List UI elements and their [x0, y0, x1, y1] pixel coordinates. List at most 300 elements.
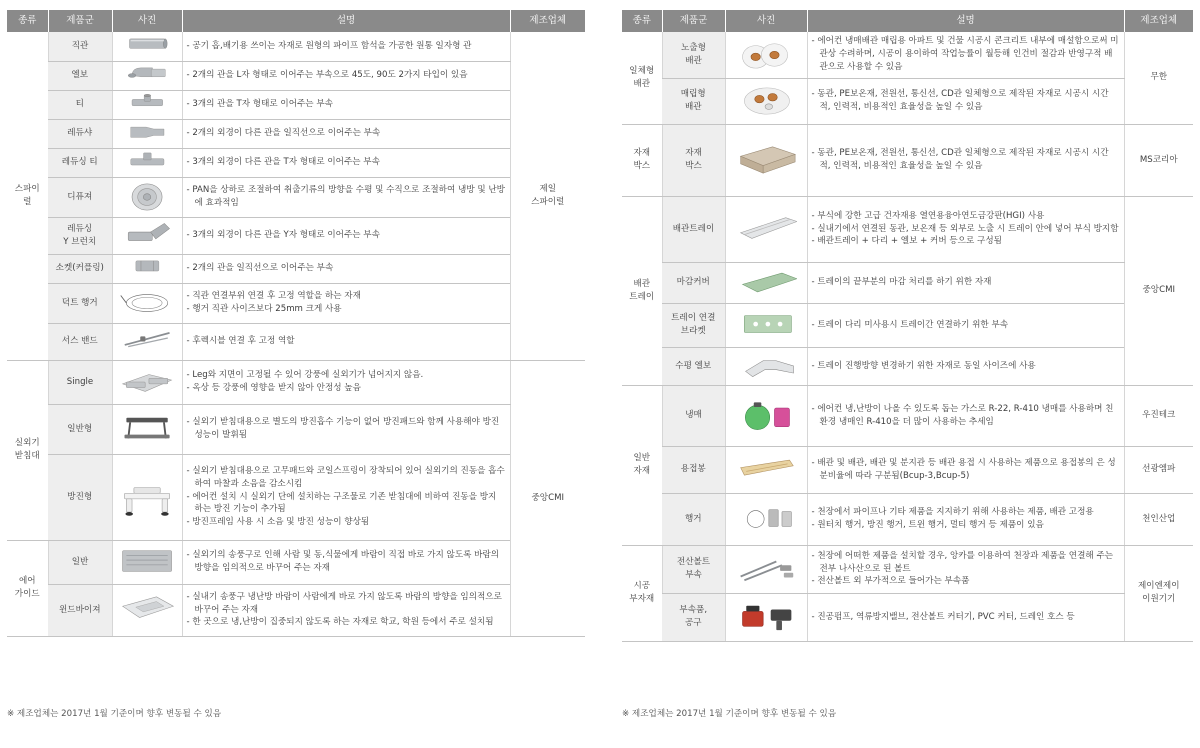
table-row [622, 347, 1193, 385]
header-description: 설명 [807, 10, 1124, 32]
exposed-pipe-photo-svg [735, 35, 797, 75]
anti-vibration-stand-photo-svg [117, 457, 179, 537]
header-description: 설명 [182, 10, 510, 32]
table-header [622, 10, 1193, 32]
product-group-label: 일반 [71, 556, 89, 567]
category-construction-material-label: 시공 부자재 [629, 581, 655, 604]
product-group-cell [48, 177, 112, 217]
category-pipe-tray-label: 배관 트레이 [629, 278, 655, 302]
left-spec-table [7, 10, 585, 637]
single-stand-photo-svg [117, 363, 179, 401]
elbow-photo [112, 61, 182, 90]
product-group-cell [48, 454, 112, 540]
bullet-dash: - [186, 550, 193, 561]
description-text: 에어컨 냉매배관 매립용 아파트 및 건물 시공시 콘크리트 내부에 매설함으로써 미관상 수려하며, 시공이 용이하여 작업능률이 월등해 인건비 절감과 반영구적 배관으로 사용할 수 있음 [817, 36, 1119, 73]
description-cell [182, 148, 510, 177]
description-cell [182, 404, 510, 454]
maker-woojin-tech-label: 우진테크 [1142, 410, 1176, 421]
full-thread-bolt-photo [725, 545, 807, 593]
description-line [812, 519, 1120, 532]
bullet-dash: - [186, 291, 193, 302]
table-row [622, 78, 1193, 124]
pipe-tray-photo-svg [735, 199, 797, 259]
diffuser-photo [112, 177, 182, 217]
maker-cheonin-industry [1124, 493, 1193, 545]
bullet-dash: - [186, 70, 193, 81]
socket-photo-svg [117, 257, 179, 280]
bullet-dash: - [811, 457, 818, 468]
maker-cheonin-industry-label: 천인산업 [1142, 513, 1176, 524]
description-text: 행거 직관 사이즈보다 25mm 크게 사용 [192, 304, 342, 314]
product-group-cell [662, 262, 725, 303]
footnote-right: ※ 제조업체는 2017년 1월 기준이며 향후 변동될 수 있음 [622, 709, 837, 719]
description-cell [182, 454, 510, 540]
bullet-dash: - [811, 611, 818, 622]
maker-sunkang-mpa [1124, 446, 1193, 493]
bullet-dash: - [811, 576, 818, 587]
refrigerant-photo-svg [735, 388, 797, 443]
bullet-dash: - [186, 304, 193, 314]
description-line [187, 335, 506, 348]
description-line [187, 491, 506, 517]
finish-cover-photo-svg [735, 265, 797, 300]
table-row [7, 148, 585, 177]
product-group-label: 배관트레이 [672, 223, 715, 234]
category-material-box-label: 자재 박스 [633, 148, 651, 171]
description-line [187, 127, 506, 140]
sus-band-photo [112, 323, 182, 360]
bullet-dash: - [186, 99, 193, 110]
buried-pipe-photo-svg [735, 81, 797, 121]
reducer-photo-svg [117, 122, 179, 145]
table-row [622, 196, 1193, 262]
description-line [812, 403, 1120, 429]
hanger-photo-svg [735, 496, 797, 542]
description-cell [182, 90, 510, 119]
category-integrated-pipe [622, 32, 662, 124]
table-row [622, 303, 1193, 347]
bullet-dash: - [186, 128, 193, 139]
category-general-material [622, 385, 662, 545]
table-row [622, 493, 1193, 545]
maker-jungang-cmi [510, 360, 585, 636]
product-group-label: 수평 엘보 [675, 360, 712, 371]
product-group-cell [48, 254, 112, 283]
product-group-label: 소켓(커플링) [55, 263, 104, 274]
product-group-cell [662, 385, 725, 446]
product-group-cell [48, 283, 112, 323]
description-line [812, 210, 1120, 223]
description-text: 진공펌프, 역류방지밸브, 전산볼트 커터기, PVC 커터, 드레인 호스 등 [817, 611, 1075, 622]
category-pipe-tray [622, 196, 662, 385]
product-group-label: 서스 밴드 [61, 336, 98, 347]
table-row [622, 385, 1193, 446]
description-line [812, 611, 1120, 624]
y-branch-photo-svg [117, 220, 179, 251]
tools-photo-svg [735, 596, 797, 638]
product-group-cell [48, 404, 112, 454]
bullet-dash: - [811, 319, 818, 330]
reducing-tee-photo-svg [117, 151, 179, 174]
bullet-dash: - [811, 236, 818, 247]
product-group-label: 덕트 행거 [61, 297, 98, 308]
description-line [812, 147, 1120, 173]
right-spec-table [622, 10, 1193, 642]
description-cell [807, 446, 1124, 493]
bullet-dash: - [186, 263, 193, 274]
tray-bracket-photo [725, 303, 807, 347]
header-manufacturer: 제조업체 [510, 10, 585, 32]
description-text: 배관 및 배관, 배관 및 분지관 등 배관 용접 시 사용하는 제품으로 용접봉의 은 성분비율에 따라 구분됨(Bcup-3,Bcup-5) [817, 457, 1116, 481]
description-cell [807, 196, 1124, 262]
description-text: 배관트레이 + 다리 + 엘보 + 커버 등으로 구성됨 [817, 236, 1002, 247]
description-text: Leg와 지면이 고정될 수 있어 강풍에 실외기가 넘어지지 않음. [192, 370, 424, 381]
material-box-photo-svg [735, 127, 797, 193]
description-text: 트레이 진행방향 변경하기 위한 자재로 동일 사이즈에 사용 [817, 360, 1036, 371]
product-group-label: 일반형 [67, 423, 93, 434]
bullet-dash: - [186, 417, 193, 428]
bullet-dash: - [186, 230, 193, 241]
category-outdoor-stand [7, 360, 48, 540]
description-text: 3개의 외경이 다른 관을 T자 형태로 이어주는 부속 [192, 157, 380, 168]
product-group-label: 냉매 [685, 410, 702, 421]
description-text: 실내기에서 연결된 동관, 보온재 등 외부로 노출 시 트레이 안에 넣어 부식 방지함 [817, 223, 1119, 234]
product-group-label: 용접봉 [680, 464, 706, 475]
product-group-label: 윈드바이져 [58, 604, 101, 615]
maker-muhan-label: 무한 [1150, 72, 1168, 83]
table-row [622, 446, 1193, 493]
product-group-cell [662, 303, 725, 347]
bullet-dash: - [186, 157, 193, 168]
header-product-group: 제품군 [48, 10, 112, 32]
description-line [187, 465, 506, 491]
description-text: 공기 흡,배기용 쓰이는 자재로 원형의 파이프 함석을 가공한 원통 일자형 관 [192, 40, 472, 51]
description-cell [807, 593, 1124, 641]
description-line [812, 88, 1120, 114]
bullet-dash: - [186, 185, 193, 196]
description-line [187, 369, 506, 382]
product-group-label: 레듀샤 [67, 128, 93, 139]
bullet-dash: - [186, 336, 193, 347]
table-header [7, 10, 585, 32]
description-text: 3개의 관을 T자 형태로 이어주는 부속 [192, 99, 333, 110]
product-group-cell [48, 61, 112, 90]
description-text: 실외기 받침대용으로 고무패드와 코일스프링이 장착되어 있어 실외기의 진동을 흡수하여 마찰과 소음을 감소시킴 [192, 465, 505, 489]
description-line [812, 319, 1120, 332]
description-cell [807, 303, 1124, 347]
description-line [187, 156, 506, 169]
product-group-cell [662, 32, 725, 78]
description-line [187, 184, 506, 210]
table-row [7, 217, 585, 254]
category-air-guide-label: 에어 가이드 [14, 576, 40, 599]
bullet-dash: - [186, 591, 193, 602]
description-cell [182, 283, 510, 323]
maker-ms-korea-label: MS코리아 [1139, 154, 1178, 165]
description-text: 천장에 어떠한 제품을 설치할 경우, 앙카를 이용하여 천장과 제품을 연결해 주는 전부 나사산으로 된 볼트 [817, 550, 1114, 574]
bullet-dash: - [811, 277, 818, 288]
bullet-dash: - [811, 223, 818, 234]
description-text: 천장에서 파이프나 기타 제품을 지지하기 위해 사용하는 제품, 배관 고정용 [817, 507, 1094, 518]
product-group-cell [662, 347, 725, 385]
diffuser-photo-svg [117, 180, 179, 214]
table-row [622, 32, 1193, 78]
bullet-dash: - [186, 383, 193, 393]
description-text: 원터치 행거, 방진 행거, 트윈 행거, 멀티 행거 등 제품이 있음 [817, 520, 1044, 530]
category-general-material-label: 일반 자재 [633, 453, 651, 476]
table-row [7, 90, 585, 119]
maker-muhan [1124, 32, 1193, 124]
reducing-tee-photo [112, 148, 182, 177]
bullet-dash: - [186, 517, 193, 528]
product-group-cell [48, 584, 112, 636]
table-row [7, 404, 585, 454]
full-thread-bolt-photo-svg [735, 548, 797, 590]
general-stand-photo-svg [117, 407, 179, 451]
description-line [187, 40, 506, 53]
product-group-label: 트레이 연결 브라켓 [671, 313, 716, 336]
bullet-dash: - [811, 210, 818, 221]
product-group-label: 디퓨져 [67, 191, 93, 202]
description-line [812, 550, 1120, 576]
description-cell [182, 177, 510, 217]
description-line [812, 276, 1120, 289]
product-group-cell [48, 119, 112, 148]
description-line [812, 506, 1120, 519]
product-group-cell [48, 32, 112, 61]
product-group-label: 매립형 배관 [680, 89, 706, 112]
bullet-dash: - [811, 148, 818, 159]
header-product-group: 제품군 [662, 10, 725, 32]
description-text: 실내기 송풍구 냉난방 바람이 사람에게 바로 가지 않도록 바람의 방향을 임의적으로 바꾸어 주는 자재 [192, 591, 502, 615]
table-row [622, 262, 1193, 303]
product-group-cell [48, 540, 112, 584]
duct-hanger-photo [112, 283, 182, 323]
description-cell [182, 217, 510, 254]
description-cell [807, 545, 1124, 593]
description-cell [182, 584, 510, 636]
exposed-pipe-photo [725, 32, 807, 78]
straight-pipe-photo-svg [117, 35, 179, 58]
table-row [7, 283, 585, 323]
description-line [187, 382, 506, 395]
general-stand-photo [112, 404, 182, 454]
description-text: 전산볼트 외 부가적으로 들어가는 부속품 [817, 576, 970, 587]
bullet-dash: - [811, 89, 818, 100]
footnote-left: ※ 제조업체는 2017년 1월 기준이며 향후 변동될 수 있음 [7, 709, 222, 719]
description-text: 부식에 강한 고급 건자재용 열연용융아연도금강판(HGI) 사용 [817, 210, 1045, 221]
table-row [622, 545, 1193, 593]
reducer-photo [112, 119, 182, 148]
description-line [812, 35, 1120, 74]
description-text: 2개의 관을 일직선으로 이어주는 부속 [192, 263, 334, 274]
description-cell [807, 385, 1124, 446]
product-group-label: 부속품, 공구 [679, 605, 708, 628]
description-text: 옥상 등 강풍에 영향을 받지 않아 안정성 높음 [192, 383, 361, 393]
material-box-photo [725, 124, 807, 196]
table-row [622, 593, 1193, 641]
category-material-box [622, 124, 662, 196]
description-cell [182, 540, 510, 584]
description-cell [182, 32, 510, 61]
product-group-label: 행거 [684, 513, 702, 524]
maker-jungang-cmi [1124, 196, 1193, 385]
product-group-cell [48, 148, 112, 177]
hanger-photo [725, 493, 807, 545]
elbow-photo-svg [117, 64, 179, 87]
description-cell [182, 323, 510, 360]
category-outdoor-stand-label: 실외기 받침대 [14, 438, 40, 461]
air-guide-photo [112, 540, 182, 584]
table-row [7, 254, 585, 283]
description-cell [807, 262, 1124, 303]
product-group-label: 레듀싱 Y 브런치 [63, 223, 97, 247]
header-type: 종류 [7, 10, 48, 32]
maker-woojin-tech [1124, 385, 1193, 446]
sus-band-photo-svg [117, 326, 179, 357]
description-text: 2개의 외경이 다른 관을 일직선으로 이어주는 부속 [192, 128, 381, 139]
table-row [7, 61, 585, 90]
bullet-dash: - [186, 370, 193, 381]
maker-jungang-cmi-label: 중앙CMI [531, 492, 565, 503]
bullet-dash: - [811, 520, 818, 530]
description-line [187, 98, 506, 111]
description-cell [182, 61, 510, 90]
buried-pipe-photo [725, 78, 807, 124]
description-line [187, 549, 506, 575]
duct-hanger-photo-svg [117, 286, 179, 320]
product-group-cell [662, 493, 725, 545]
welding-rod-photo-svg [735, 449, 797, 490]
description-line [187, 416, 506, 442]
product-group-label: 티 [75, 99, 84, 110]
description-text: 동관, PE보온재, 전원선, 통신선, CD관 일체형으로 제작된 자재로 시공시 시간적, 인력적, 비용적인 효율성을 높일 수 있음 [817, 148, 1109, 171]
air-guide-photo-svg [117, 543, 179, 581]
category-construction-material [622, 545, 662, 641]
category-spiral-label: 스파이럴 [14, 183, 40, 207]
table-row [7, 177, 585, 217]
description-text: 3개의 외경이 다른 관을 Y자 형태로 이어주는 부속 [192, 230, 380, 241]
table-row [7, 454, 585, 540]
description-text: 동관, PE보온재, 전원선, 통신선, CD관 일체형으로 제작된 자재로 시공시 시간적, 인력적, 비용적인 효율성을 높일 수 있음 [817, 89, 1109, 112]
description-line [187, 616, 506, 629]
product-group-label: 노출형 배관 [681, 42, 706, 66]
category-integrated-pipe-label: 일체형 배관 [629, 65, 655, 89]
tee-photo-svg [117, 93, 179, 116]
tee-photo [112, 90, 182, 119]
description-line [812, 575, 1120, 588]
description-text: 방진프레임 사용 시 소음 및 방진 성능이 향상됨 [192, 517, 370, 528]
wind-visor-photo-svg [117, 587, 179, 633]
product-group-label: 레듀싱 티 [61, 157, 98, 168]
description-text: 에어컨 설치 시 실외기 단에 설치하는 구조물로 기존 받침대에 비하여 진동을 방지 하는 방진 기능이 추가됨 [192, 491, 497, 515]
single-stand-photo [112, 360, 182, 404]
description-line [812, 360, 1120, 373]
tray-bracket-photo-svg [735, 306, 797, 344]
header-photo: 사진 [725, 10, 807, 32]
pipe-tray-photo [725, 196, 807, 262]
horizontal-elbow-photo [725, 347, 807, 385]
anti-vibration-stand-photo [112, 454, 182, 540]
category-spiral [7, 32, 48, 360]
product-group-cell [662, 545, 725, 593]
table-row [7, 323, 585, 360]
maker-jnj-iwon [1124, 545, 1193, 641]
finish-cover-photo [725, 262, 807, 303]
refrigerant-photo [725, 385, 807, 446]
product-group-label: 직관 [71, 40, 89, 51]
socket-photo [112, 254, 182, 283]
bullet-dash: - [811, 403, 818, 414]
table-row [7, 584, 585, 636]
description-line [812, 235, 1120, 248]
bullet-dash: - [186, 465, 193, 476]
table-row [7, 119, 585, 148]
description-text: 에어컨 냉,난방이 나올 수 있도록 돕는 가스로 R-22, R-410 냉매를 사용하며 친환경 냉매인 R-410을 더 많이 사용하는 추세임 [817, 403, 1114, 427]
product-group-label: 마감커버 [676, 277, 710, 288]
product-group-label: 자재 박스 [685, 148, 702, 171]
maker-jnj-iwon-label: 제이엔제이 이원기기 [1137, 581, 1180, 604]
description-text: PAN을 상하로 조절하여 취출기류의 방향을 수평 및 수직으로 조절하여 냉방 및 난방에 효과적임 [192, 185, 505, 208]
description-cell [807, 32, 1124, 78]
description-line [187, 229, 506, 242]
maker-sunkang-mpa-label: 선광엠파 [1142, 464, 1176, 475]
y-branch-photo [112, 217, 182, 254]
table-row [622, 124, 1193, 196]
bullet-dash: - [186, 40, 193, 51]
product-group-label: 엘보 [71, 70, 89, 81]
wind-visor-photo [112, 584, 182, 636]
description-text: 직관 연결부위 연결 후 고정 역할을 하는 자재 [192, 291, 361, 302]
product-group-label: Single [66, 376, 94, 387]
description-text: 한 곳으로 냉,난방이 집중되지 않도록 하는 자재로 학교, 학원 등에서 주로 설치됨 [192, 617, 494, 628]
description-cell [807, 493, 1124, 545]
maker-ms-korea [1124, 124, 1193, 196]
description-text: 후렉시블 연결 후 고정 역할 [192, 336, 295, 347]
product-group-label: 방진형 [67, 491, 93, 502]
table-row [7, 360, 585, 404]
bullet-dash: - [811, 36, 818, 47]
header-photo: 사진 [112, 10, 182, 32]
product-group-cell [48, 360, 112, 404]
description-line [187, 262, 506, 275]
header-manufacturer: 제조업체 [1124, 10, 1193, 32]
bullet-dash: - [811, 550, 818, 561]
welding-rod-photo [725, 446, 807, 493]
description-line [812, 457, 1120, 483]
product-group-label: 전산볼트 부속 [676, 557, 711, 580]
straight-pipe-photo [112, 32, 182, 61]
product-group-cell [662, 124, 725, 196]
maker-jeil-spiral [510, 32, 585, 360]
horizontal-elbow-photo-svg [735, 350, 797, 382]
description-text: 트레이의 끝부분의 마감 처리를 하기 위한 자재 [817, 277, 992, 288]
maker-jungang-cmi-label: 중앙CMI [1142, 285, 1176, 296]
product-group-cell [48, 323, 112, 360]
description-line [187, 303, 506, 316]
product-group-cell [662, 593, 725, 641]
product-group-cell [48, 90, 112, 119]
description-line [812, 223, 1120, 236]
product-group-cell [662, 446, 725, 493]
description-line [187, 290, 506, 303]
maker-jeil-spiral-label: 제일 스파이럴 [531, 183, 565, 207]
product-group-cell [662, 78, 725, 124]
bullet-dash: - [811, 360, 818, 371]
bullet-dash: - [811, 507, 818, 518]
category-air-guide [7, 540, 48, 636]
description-text: 실외기 받침대용으로 별도의 방진흡수 기능이 없어 방진패드와 함께 사용해야 방진성능이 발휘됨 [192, 417, 500, 440]
